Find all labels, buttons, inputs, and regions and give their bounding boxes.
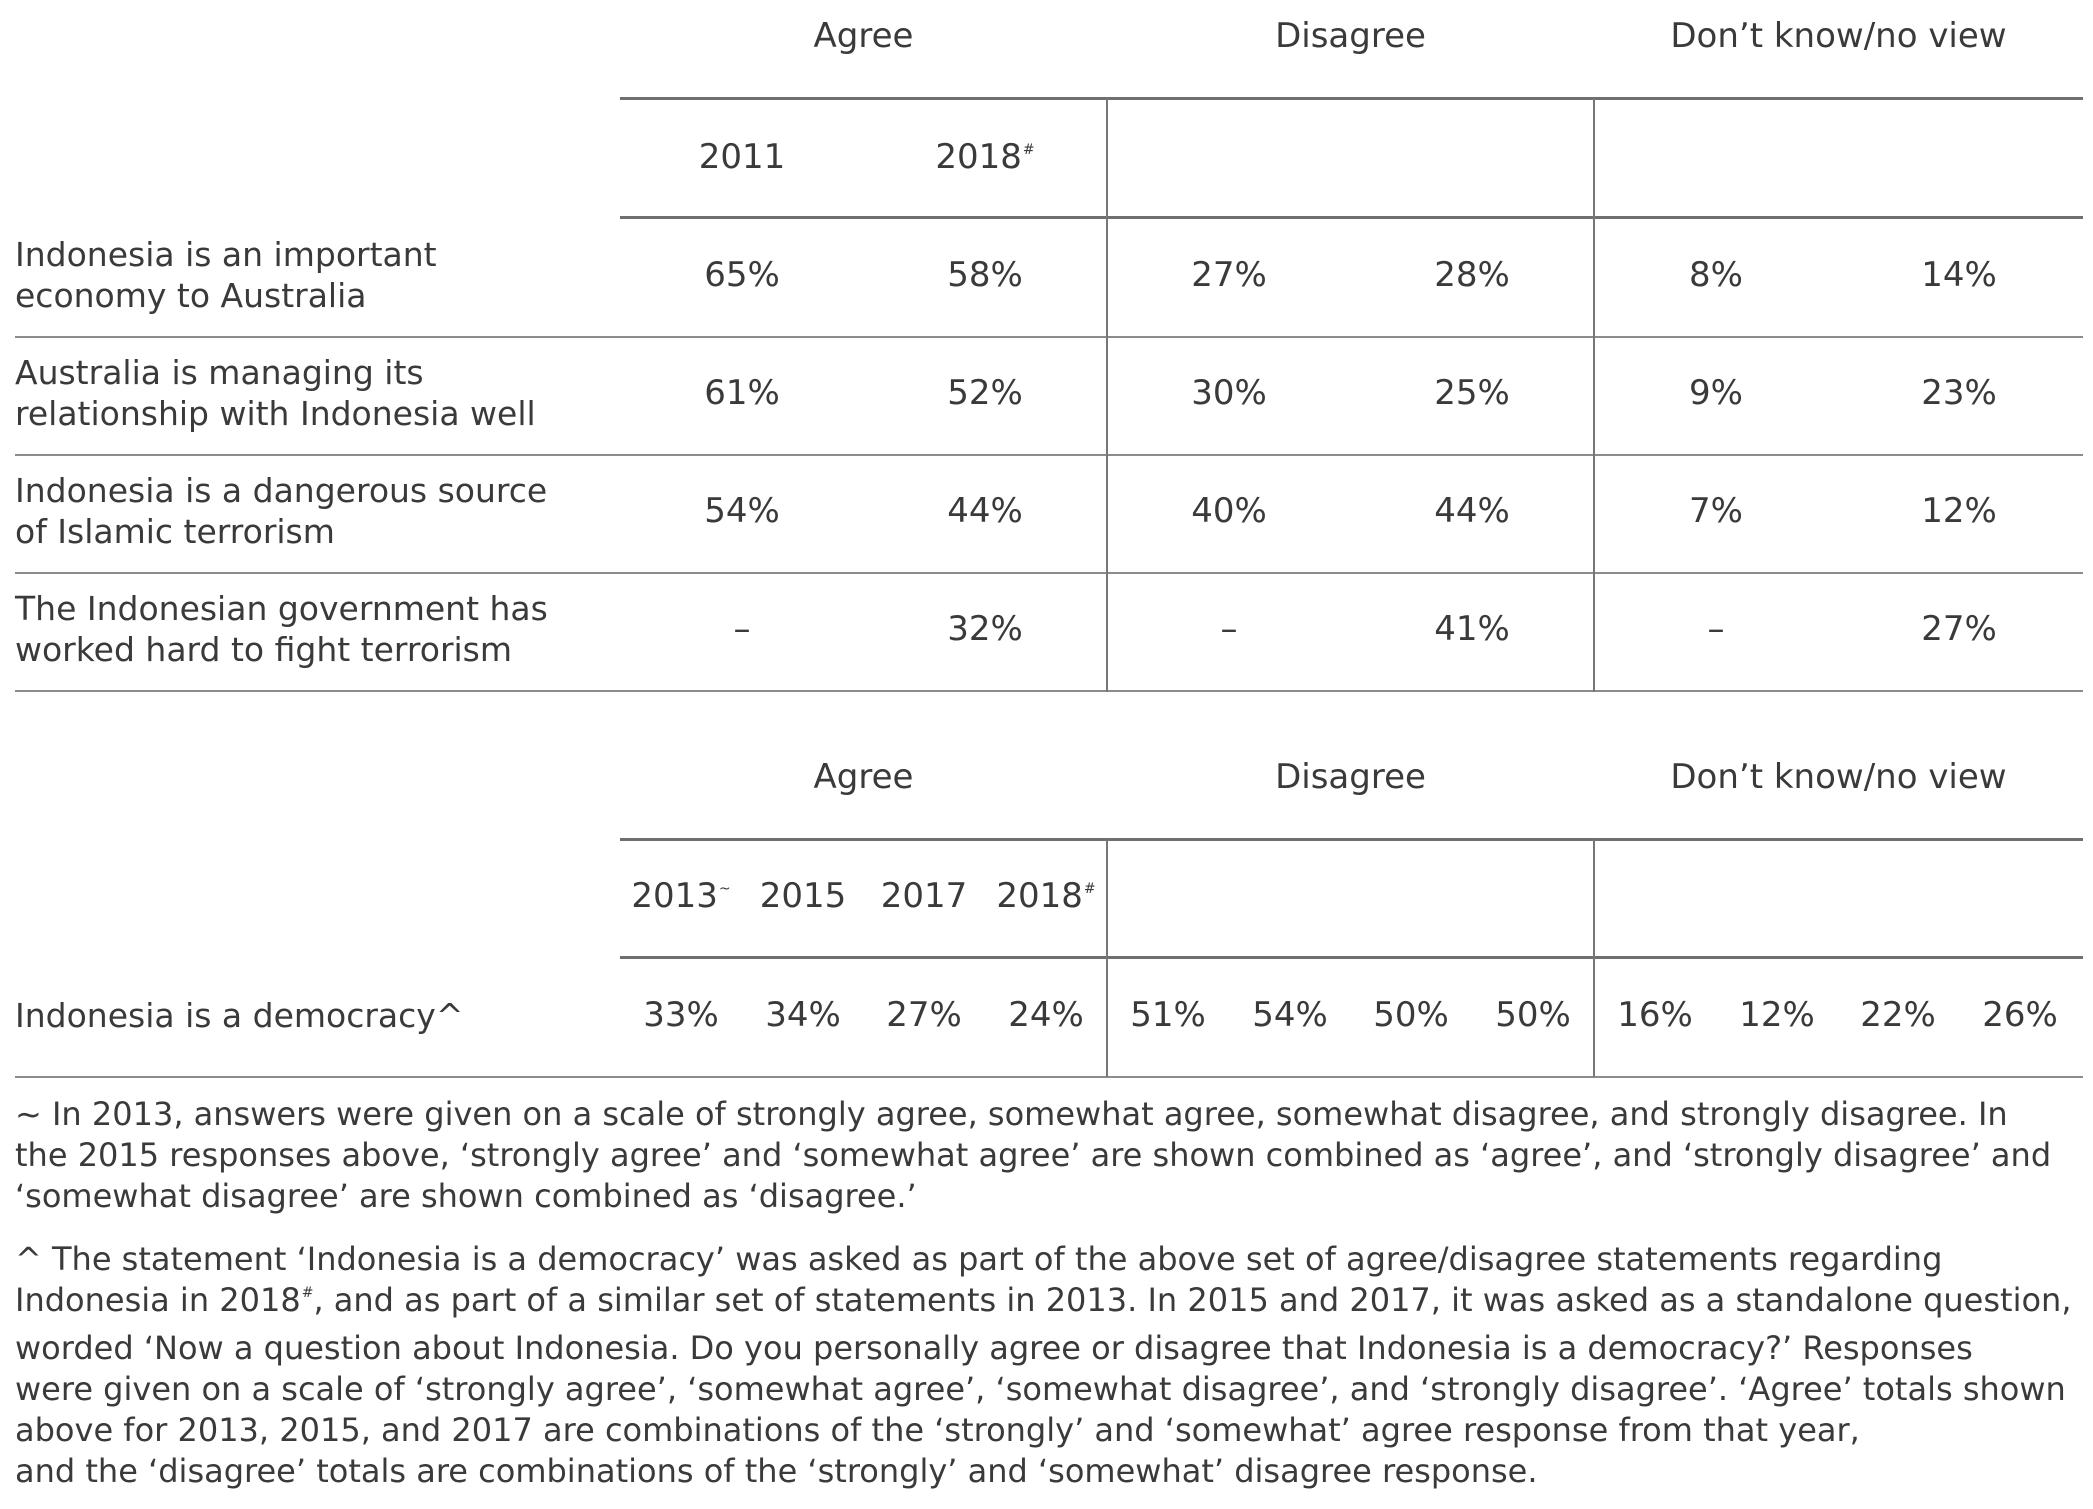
table-cell: 26%: [1982, 995, 2058, 1035]
group-header-dont-know: Don’t know/no view: [1670, 757, 2007, 797]
hash-mark: #: [1022, 142, 1035, 158]
row-divider: [15, 690, 2083, 692]
group-header-disagree: Disagree: [1275, 16, 1426, 56]
row-label-line: Indonesia is a democracy^: [15, 996, 464, 1035]
column-divider: [1593, 839, 1595, 1077]
rule-header: [620, 216, 2083, 219]
year-header: 2018#: [935, 137, 1035, 177]
table-cell: 52%: [947, 373, 1023, 413]
row-divider: [15, 454, 2083, 456]
year-header: 2011: [698, 137, 786, 177]
row-label: [15, 995, 605, 1036]
footnote-line: were given on a scale of ‘strongly agree’, ‘somewhat agree’, ‘somewhat disagree’, and ‘strongly disagree’. ‘Agree’ totals shown: [15, 1370, 2066, 1408]
table-cell: 8%: [1689, 255, 1743, 295]
year-header: 2018#: [996, 876, 1096, 916]
table-cell: 22%: [1860, 995, 1936, 1035]
rule-top: [620, 838, 2083, 841]
table-cell: –: [733, 609, 751, 649]
group-header-disagree: Disagree: [1275, 757, 1426, 797]
table-cell: 9%: [1689, 373, 1743, 413]
row-label: [15, 352, 605, 434]
row-divider: [15, 572, 2083, 574]
table-cell: 34%: [765, 995, 841, 1035]
row-label: [15, 588, 605, 670]
footnote-line: and the ‘disagree’ totals are combinations of the ‘strongly’ and ‘somewhat’ disagree response.: [15, 1452, 1538, 1490]
table-cell: 58%: [947, 255, 1023, 295]
row-label-line: Indonesia is an important: [15, 235, 437, 274]
row-label-line: worked hard to fight terrorism: [15, 630, 513, 669]
row-label-line: of Islamic terrorism: [15, 512, 335, 551]
table-cell: 40%: [1191, 491, 1267, 531]
table-cell: 27%: [886, 995, 962, 1035]
table-cell: 44%: [947, 491, 1023, 531]
column-divider: [1593, 98, 1595, 692]
footnote-caret: [15, 1239, 2075, 1492]
table-cell: 23%: [1921, 373, 1997, 413]
table-cell: 51%: [1130, 995, 1206, 1035]
table-cell: 54%: [704, 491, 780, 531]
footnote-line: the 2015 responses above, ‘strongly agree’ and ‘somewhat agree’ are shown combined as ‘agree’, and ‘strongly disagree’ and: [15, 1136, 2052, 1174]
row-label-line: Australia is managing its: [15, 353, 424, 392]
table-cell: 33%: [643, 995, 719, 1035]
footnote-line: ~ In 2013, answers were given on a scale of strongly agree, somewhat agree, somewhat disagree, and strongly disagree. In: [15, 1095, 2008, 1133]
footnote-tilde: [15, 1094, 2075, 1217]
table-cell: 50%: [1495, 995, 1571, 1035]
row-label: [15, 470, 605, 552]
table-cell: –: [1707, 609, 1725, 649]
table-cell: 14%: [1921, 255, 1997, 295]
hash-mark: #: [1083, 881, 1096, 897]
rule-header: [620, 956, 2083, 959]
table-cell: 7%: [1689, 491, 1743, 531]
footnote-line: above for 2013, 2015, and 2017 are combinations of the ‘strongly’ and ‘somewhat’ agree response from that year,: [15, 1411, 1860, 1449]
table-cell: 50%: [1373, 995, 1449, 1035]
table-cell: 24%: [1008, 995, 1084, 1035]
row-label-line: The Indonesian government has: [15, 589, 548, 628]
table-cell: 30%: [1191, 373, 1267, 413]
table-cell: 54%: [1252, 995, 1328, 1035]
table-cell: 16%: [1617, 995, 1693, 1035]
table-cell: 12%: [1921, 491, 1997, 531]
year-header: 2015: [759, 876, 847, 916]
column-divider: [1106, 98, 1108, 692]
table-cell: 44%: [1434, 491, 1510, 531]
row-label-line: Indonesia is a dangerous source: [15, 471, 548, 510]
year-header: 2017: [880, 876, 968, 916]
tilde-mark: ~: [718, 881, 731, 897]
column-divider: [1106, 839, 1108, 1077]
table-cell: –: [1220, 609, 1238, 649]
table-cell: 41%: [1434, 609, 1510, 649]
group-header-dont-know: Don’t know/no view: [1670, 16, 2007, 56]
footnote-line: worded ‘Now a question about Indonesia. Do you personally agree or disagree that Indonesia is a democracy?’ Responses: [15, 1329, 1973, 1367]
footnote-line: ‘somewhat disagree’ are shown combined as ‘disagree.’: [15, 1177, 917, 1215]
group-header-agree: Agree: [813, 757, 914, 797]
table-cell: 28%: [1434, 255, 1510, 295]
rule-top: [620, 97, 2083, 100]
hash-mark: #: [301, 1285, 314, 1301]
table-cell: 61%: [704, 373, 780, 413]
footnote-line: Indonesia in 2018#, and as part of a similar set of statements in 2013. In 2015 and 2017, it was asked as a standalone question,: [15, 1281, 2072, 1319]
table-cell: 65%: [704, 255, 780, 295]
footnote-line: ^ The statement ‘Indonesia is a democracy’ was asked as part of the above set of agree/disagree statements regarding: [15, 1240, 1943, 1278]
table-cell: 27%: [1191, 255, 1267, 295]
year-header: 2013~: [631, 876, 731, 916]
row-label: [15, 234, 605, 316]
table-cell: 32%: [947, 609, 1023, 649]
row-divider: [15, 1076, 2083, 1078]
table-cell: 27%: [1921, 609, 1997, 649]
row-label-line: relationship with Indonesia well: [15, 394, 536, 433]
row-label-line: economy to Australia: [15, 276, 367, 315]
table-cell: 12%: [1739, 995, 1815, 1035]
group-header-agree: Agree: [813, 16, 914, 56]
row-divider: [15, 336, 2083, 338]
table-cell: 25%: [1434, 373, 1510, 413]
